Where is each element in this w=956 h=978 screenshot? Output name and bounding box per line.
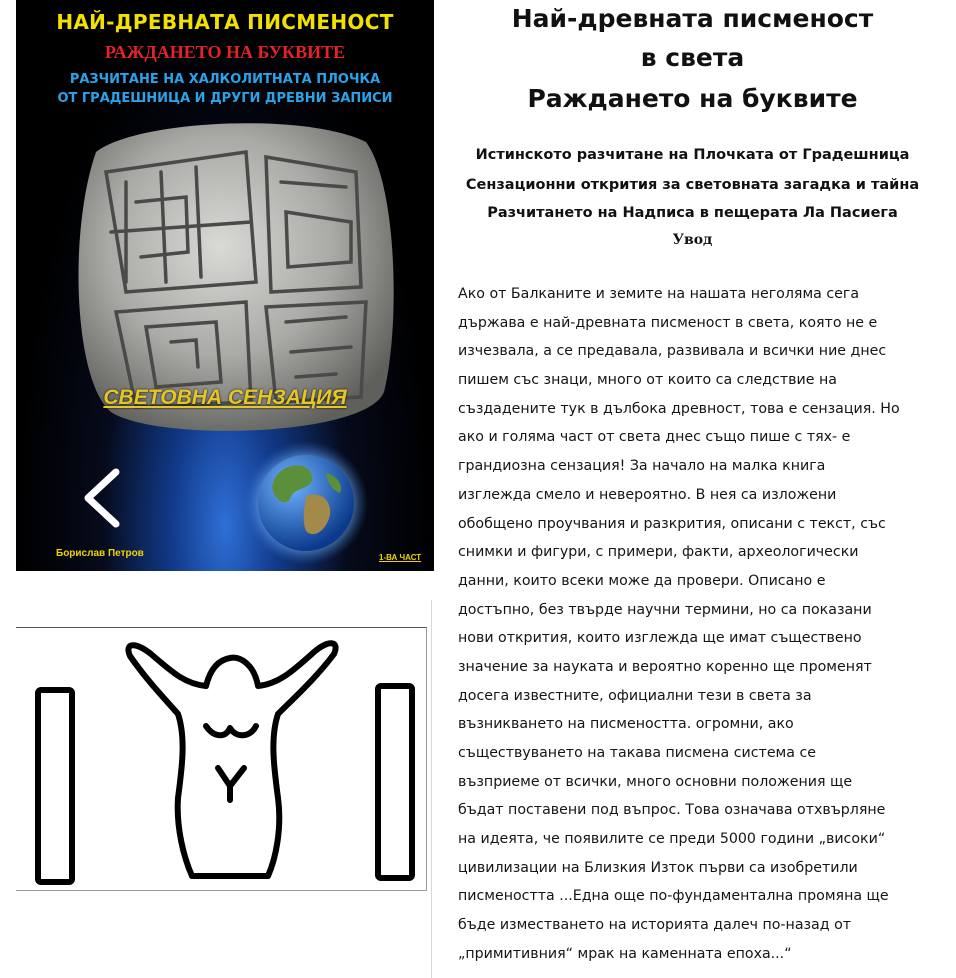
body-line: писмеността ...Една още по-фундаментална промяна ще — [458, 888, 889, 905]
body-line: досега известните, официални тези в света за — [458, 687, 812, 704]
body-line: значение за науката и вероятно коренно ще променят — [458, 658, 872, 675]
goddess-figure-drawing — [16, 628, 426, 890]
article-subheading-3: Разчитането на Надписа в пещерата Ла Пасиега — [487, 205, 898, 221]
chevron-left-icon[interactable] — [78, 466, 124, 530]
body-line: грандиозна сензация! За начало на малка книга — [458, 458, 826, 475]
globe-icon — [244, 441, 368, 565]
cover-tagline-2: ОТ ГРАДЕШНИЦА И ДРУГИ ДРЕВНИ ЗАПИСИ — [57, 91, 393, 106]
body-line: изглежда смело и невероятно. В нея са изложени — [458, 486, 837, 503]
body-line: на идеята, че появилите се преди 5000 години „високи“ — [458, 831, 886, 848]
article-title-line1: Най-древната писменост — [511, 4, 874, 33]
body-line: пишем със знаци, много от които са следствие на — [458, 372, 837, 389]
body-line: възприеме от всички, много основни положения ще — [458, 773, 853, 790]
body-line: държава е най-древната писменост в света, която не е — [458, 314, 878, 331]
cover-subtitle-red: РАЖДАНЕТО НА БУКВИТЕ — [104, 42, 346, 62]
column-divider — [431, 600, 432, 978]
body-line: Ако от Балканите и земите на нашата неголяма сега — [458, 286, 860, 302]
article-subheading-1: Истинското разчитане на Плочката от Градешница — [475, 147, 910, 163]
article-title-line3: Раждането на буквите — [527, 84, 858, 113]
body-line: достъпно, без твърде научни термини, но са показани — [458, 601, 872, 618]
figure-panel — [16, 627, 427, 891]
section-heading-intro: Увод — [672, 232, 713, 248]
article-body — [458, 280, 948, 969]
body-line: снимки и фигури, с примери, факти, археологически — [458, 544, 859, 561]
body-line: изчезвала, а се предавала, развивала и всички ние днес — [458, 343, 887, 360]
body-line: създадените тук в дълбока древност, това е сензация. Но — [458, 400, 900, 417]
body-line: бъдат поставени под въпрос. Това означава отхвърляне — [458, 802, 886, 819]
article-title-line2: в света — [640, 43, 745, 72]
body-line: ако и голяма част от света днес също пише с тях- е — [458, 429, 851, 446]
book-cover — [16, 0, 434, 571]
body-line: цивилизации на Близкия Изток първи са изобретили — [458, 859, 858, 876]
body-line: бъде изместването на историята далеч по-назад от — [458, 917, 852, 934]
cover-banner: СВЕТОВНА СЕНЗАЦИЯ — [103, 386, 347, 409]
body-line: данни, които всеки може да провери. Описано е — [458, 572, 826, 589]
body-line: възникването на писмеността. огромни, ако — [458, 716, 794, 733]
cover-tagline-1: РАЗЧИТАНЕ НА ХАЛКОЛИТНАТА ПЛОЧКА — [69, 72, 381, 87]
cover-author: Борислав Петров — [56, 548, 144, 559]
body-line: „примитивния“ мрак на каменната епоха...“ — [458, 945, 792, 962]
article-subheading-2: Сензационни открития за световната загадка и тайна — [465, 177, 920, 193]
body-line: нови открития, които изглежда ще имат съществено — [458, 630, 862, 647]
body-line: съществуването на такава писмена система се — [458, 745, 816, 761]
cover-title: НАЙ-ДРЕВНАТА ПИСМЕНОСТ — [56, 10, 394, 34]
cover-part-label: 1-ВА ЧАСТ — [379, 553, 422, 562]
body-line: обобщено проучвания и разкрития, описани с текст, със — [458, 515, 886, 532]
